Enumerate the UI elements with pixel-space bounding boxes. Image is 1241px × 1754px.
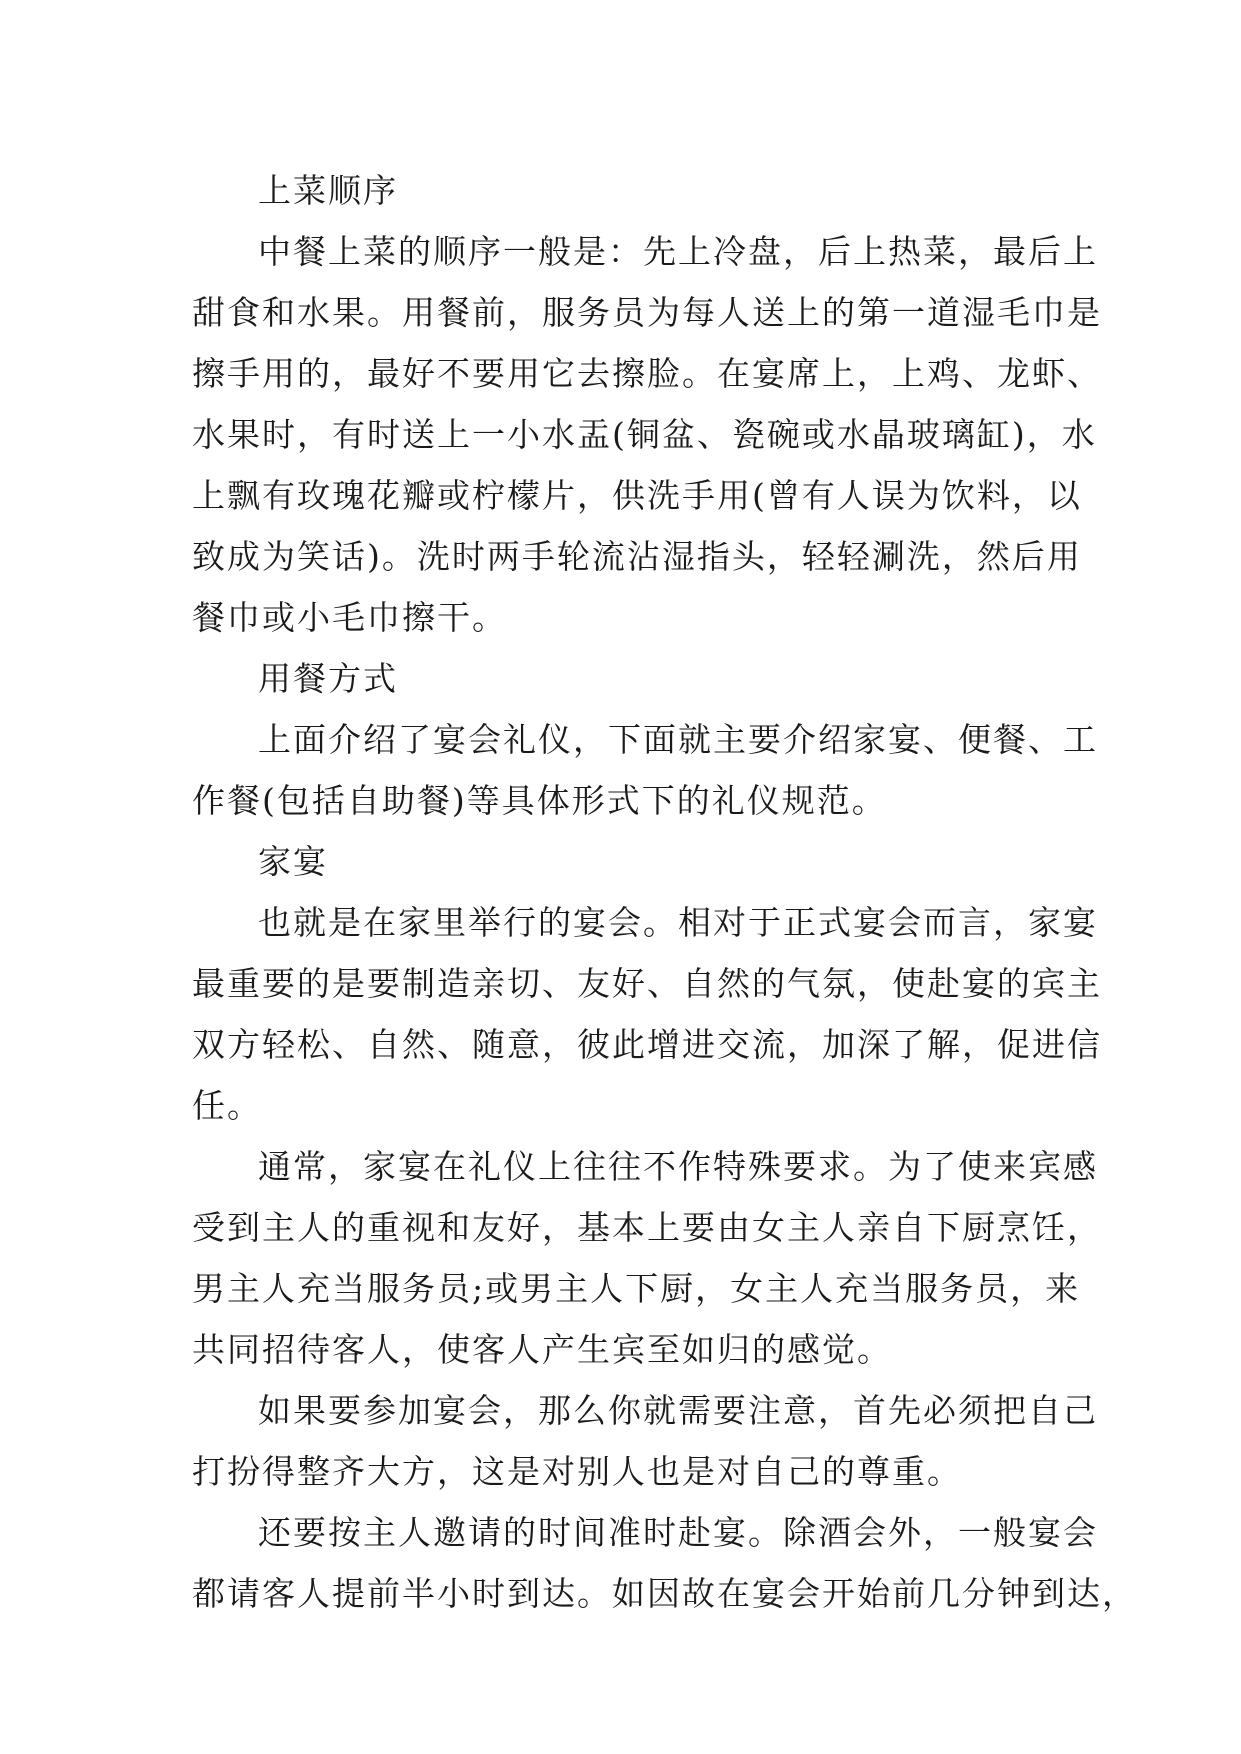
paragraph-line: 任。 xyxy=(192,1086,262,1125)
paragraph-line: 擦手用的，最好不要用它去擦脸。在宴席上，上鸡、龙虾、 xyxy=(192,354,1102,393)
section-heading xyxy=(192,831,1052,892)
paragraph-line: 水果时，有时送上一小水盂(铜盆、瓷碗或水晶玻璃缸)，水 xyxy=(192,415,1097,454)
body-paragraph xyxy=(192,1136,1102,1380)
paragraph-line: 甜食和水果。用餐前，服务员为每人送上的第一道湿毛巾是 xyxy=(192,293,1102,332)
paragraph-line: 打扮得整齐大方，这是对别人也是对自己的尊重。 xyxy=(192,1452,962,1491)
paragraph-line: 男主人充当服务员;或男主人下厨，女主人充当服务员，来 xyxy=(192,1269,1081,1308)
heading-text: 用餐方式 xyxy=(258,659,398,698)
paragraph-line: 受到主人的重视和友好，基本上要由女主人亲自下厨烹饪， xyxy=(192,1208,1102,1247)
paragraph-line: 致成为笑话)。洗时两手轮流沾湿指头，轻轻涮洗，然后用 xyxy=(192,537,1082,576)
body-paragraph xyxy=(192,221,1102,648)
paragraph-line: 作餐(包括自助餐)等具体形式下的礼仪规范。 xyxy=(192,781,887,820)
paragraph-line: 中餐上菜的顺序一般是：先上冷盘，后上热菜，最后上 xyxy=(258,232,1098,271)
paragraph-line: 双方轻松、自然、随意，彼此增进交流，加深了解，促进信 xyxy=(192,1025,1102,1064)
paragraph-line: 也就是在家里举行的宴会。相对于正式宴会而言，家宴 xyxy=(258,903,1098,942)
body-paragraph xyxy=(192,1380,1098,1502)
heading-text: 上菜顺序 xyxy=(258,171,398,210)
body-paragraph xyxy=(192,709,1098,831)
document-body xyxy=(192,160,1137,1624)
paragraph-line: 上飘有玫瑰花瓣或柠檬片，供洗手用(曾有人误为饮料，以 xyxy=(192,476,1082,515)
paragraph-line: 上面介绍了宴会礼仪，下面就主要介绍家宴、便餐、工 xyxy=(258,720,1098,759)
body-paragraph xyxy=(192,1502,1137,1624)
paragraph-line: 共同招待客人，使客人产生宾至如归的感觉。 xyxy=(192,1330,892,1369)
heading-text: 家宴 xyxy=(258,842,328,881)
paragraph-line: 还要按主人邀请的时间准时赴宴。除酒会外，一般宴会 xyxy=(258,1513,1098,1552)
paragraph-line: 如果要参加宴会，那么你就需要注意，首先必须把自己 xyxy=(258,1391,1098,1430)
paragraph-line: 餐巾或小毛巾擦干。 xyxy=(192,598,507,637)
section-heading xyxy=(192,160,1052,221)
paragraph-line: 最重要的是要制造亲切、友好、自然的气氛，使赴宴的宾主 xyxy=(192,964,1102,1003)
paragraph-line: 都请客人提前半小时到达。如因故在宴会开始前几分钟到达， xyxy=(192,1574,1137,1613)
section-heading xyxy=(192,648,1052,709)
paragraph-line: 通常，家宴在礼仪上往往不作特殊要求。为了使来宾感 xyxy=(258,1147,1098,1186)
body-paragraph xyxy=(192,892,1102,1136)
